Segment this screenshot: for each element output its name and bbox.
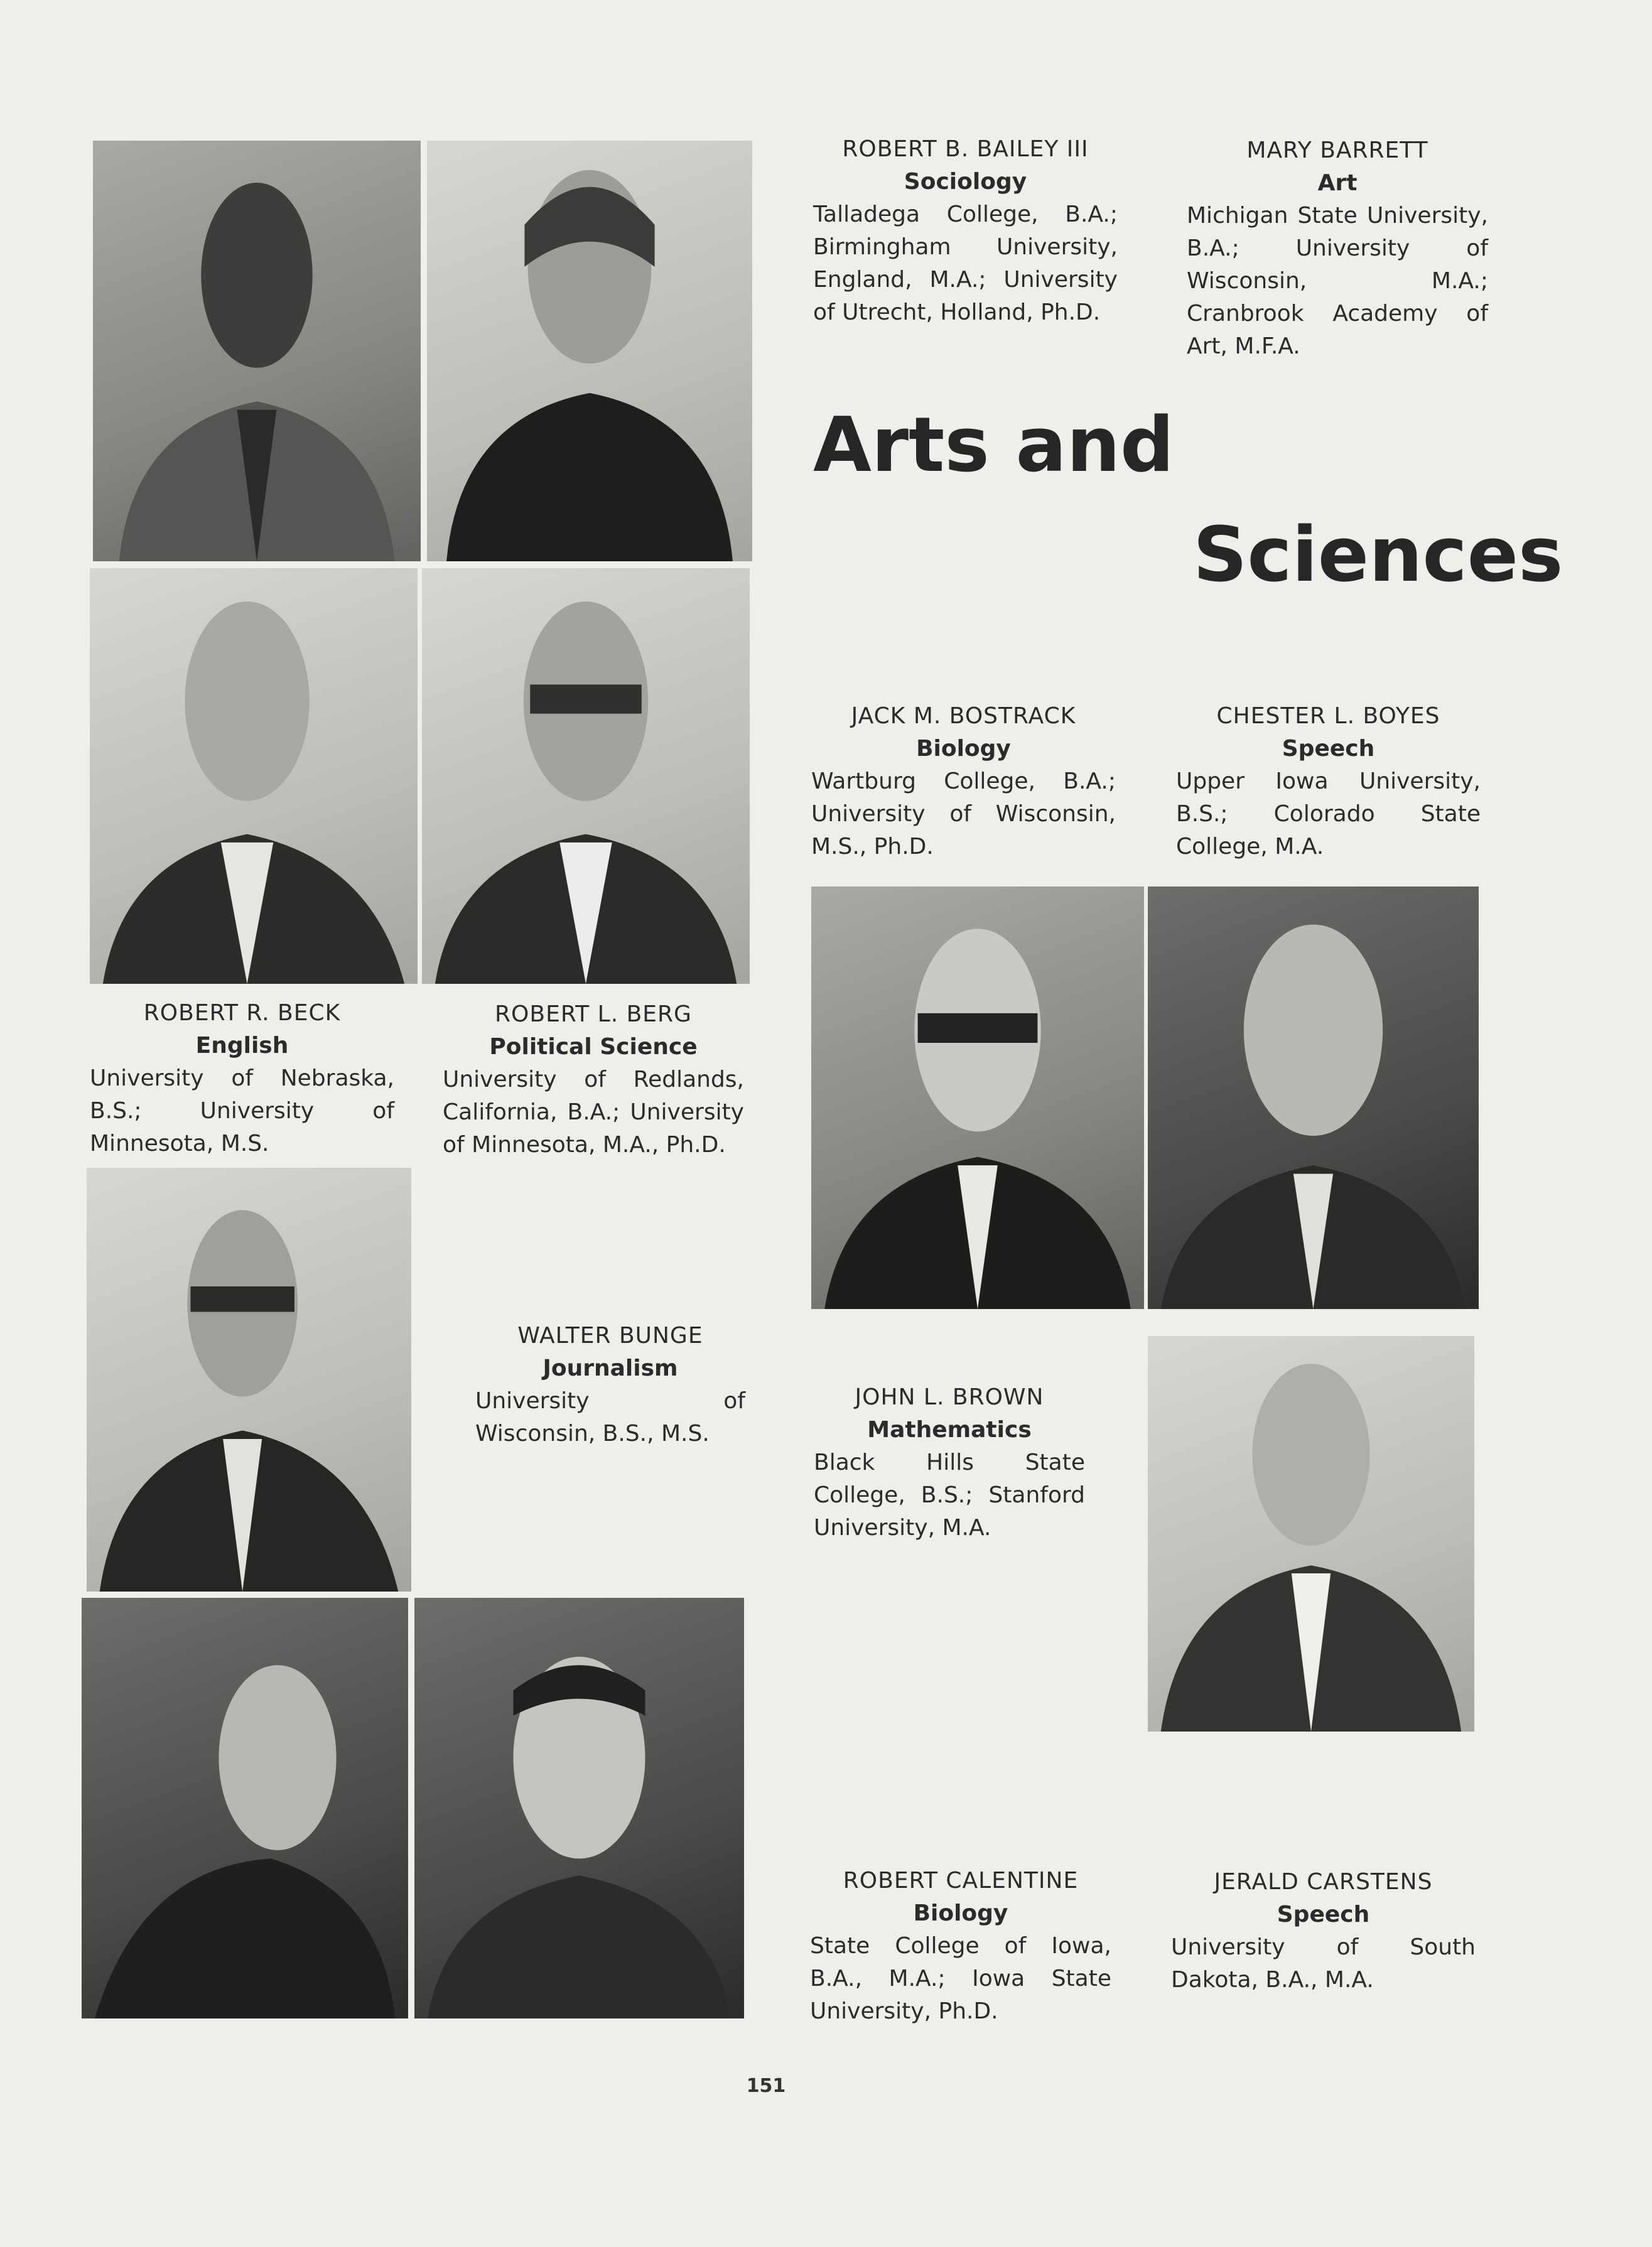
faculty-name: ROBERT R. BECK [143,1000,341,1026]
caption-berg [443,998,744,1161]
faculty-credentials: University of Wisconsin, B.S., M.S. [475,1388,745,1447]
caption-carstens [1171,1866,1476,1996]
caption-beck [90,997,394,1160]
portrait-bostrack [811,886,1144,1309]
faculty-department: Journalism [543,1355,678,1381]
section-heading-line2: Sciences [1193,512,1563,599]
caption-bostrack [811,700,1116,863]
faculty-credentials: Michigan State University, B.A.; University of Wisconsin, M.A.; Cranbrook Academy of Art, M.F.A. [1187,203,1488,359]
faculty-credentials: Upper Iowa University, B.S.; Colorado State College, M.A. [1176,768,1481,859]
faculty-credentials: Wartburg College, B.A.; University of Wisconsin, M.S., Ph.D. [811,768,1116,859]
portrait-bunge [87,1168,411,1592]
portrait-brown [1148,1336,1474,1732]
caption-brown [814,1381,1085,1544]
faculty-name: WALTER BUNGE [517,1323,703,1349]
caption-bunge [475,1320,745,1450]
portrait-berg [422,568,750,984]
faculty-credentials: State College of Iowa, B.A., M.A.; Iowa State University, Ph.D. [810,1933,1111,2024]
portrait-carstens [414,1598,744,2018]
faculty-credentials: University of Nebraska, B.S.; University of Minnesota, M.S. [90,1065,394,1156]
page-number: 151 [746,2075,786,2097]
faculty-name: JERALD CARSTENS [1214,1869,1433,1895]
faculty-name: JOHN L. BROWN [855,1384,1044,1410]
faculty-name: ROBERT L. BERG [495,1001,692,1027]
faculty-credentials: Black Hills State College, B.S.; Stanford University, M.A. [814,1450,1085,1541]
faculty-name: ROBERT B. BAILEY III [842,136,1089,162]
faculty-department: Biology [916,736,1011,762]
faculty-department: Speech [1277,1902,1370,1927]
section-heading-line1: Arts and [813,402,1174,489]
faculty-department: Speech [1282,736,1375,762]
faculty-department: Sociology [904,169,1027,195]
portrait-calentine [82,1598,408,2018]
portrait-barrett [427,141,752,561]
portrait-beck [90,568,418,984]
faculty-department: English [195,1033,289,1059]
caption-boyes [1176,700,1481,863]
portrait-boyes [1148,886,1479,1309]
faculty-credentials: Talladega College, B.A.; Birmingham University, England, M.A.; University of Utrecht, Holland, Ph.D. [813,202,1118,325]
caption-calentine [810,1865,1111,2028]
faculty-credentials: University of South Dakota, B.A., M.A. [1171,1934,1476,1993]
faculty-name: ROBERT CALENTINE [843,1868,1079,1894]
faculty-department: Political Science [489,1034,698,1060]
faculty-credentials: University of Redlands, California, B.A.; University of Minnesota, M.A., Ph.D. [443,1067,744,1158]
faculty-name: JACK M. BOSTRACK [851,703,1076,729]
caption-bailey [813,133,1118,329]
faculty-name: CHESTER L. BOYES [1216,703,1440,729]
faculty-department: Biology [913,1900,1008,1926]
faculty-department: Art [1317,170,1358,196]
portrait-bailey [93,141,421,561]
faculty-department: Mathematics [867,1417,1032,1443]
faculty-name: MARY BARRETT [1246,137,1428,163]
caption-barrett [1187,134,1488,363]
